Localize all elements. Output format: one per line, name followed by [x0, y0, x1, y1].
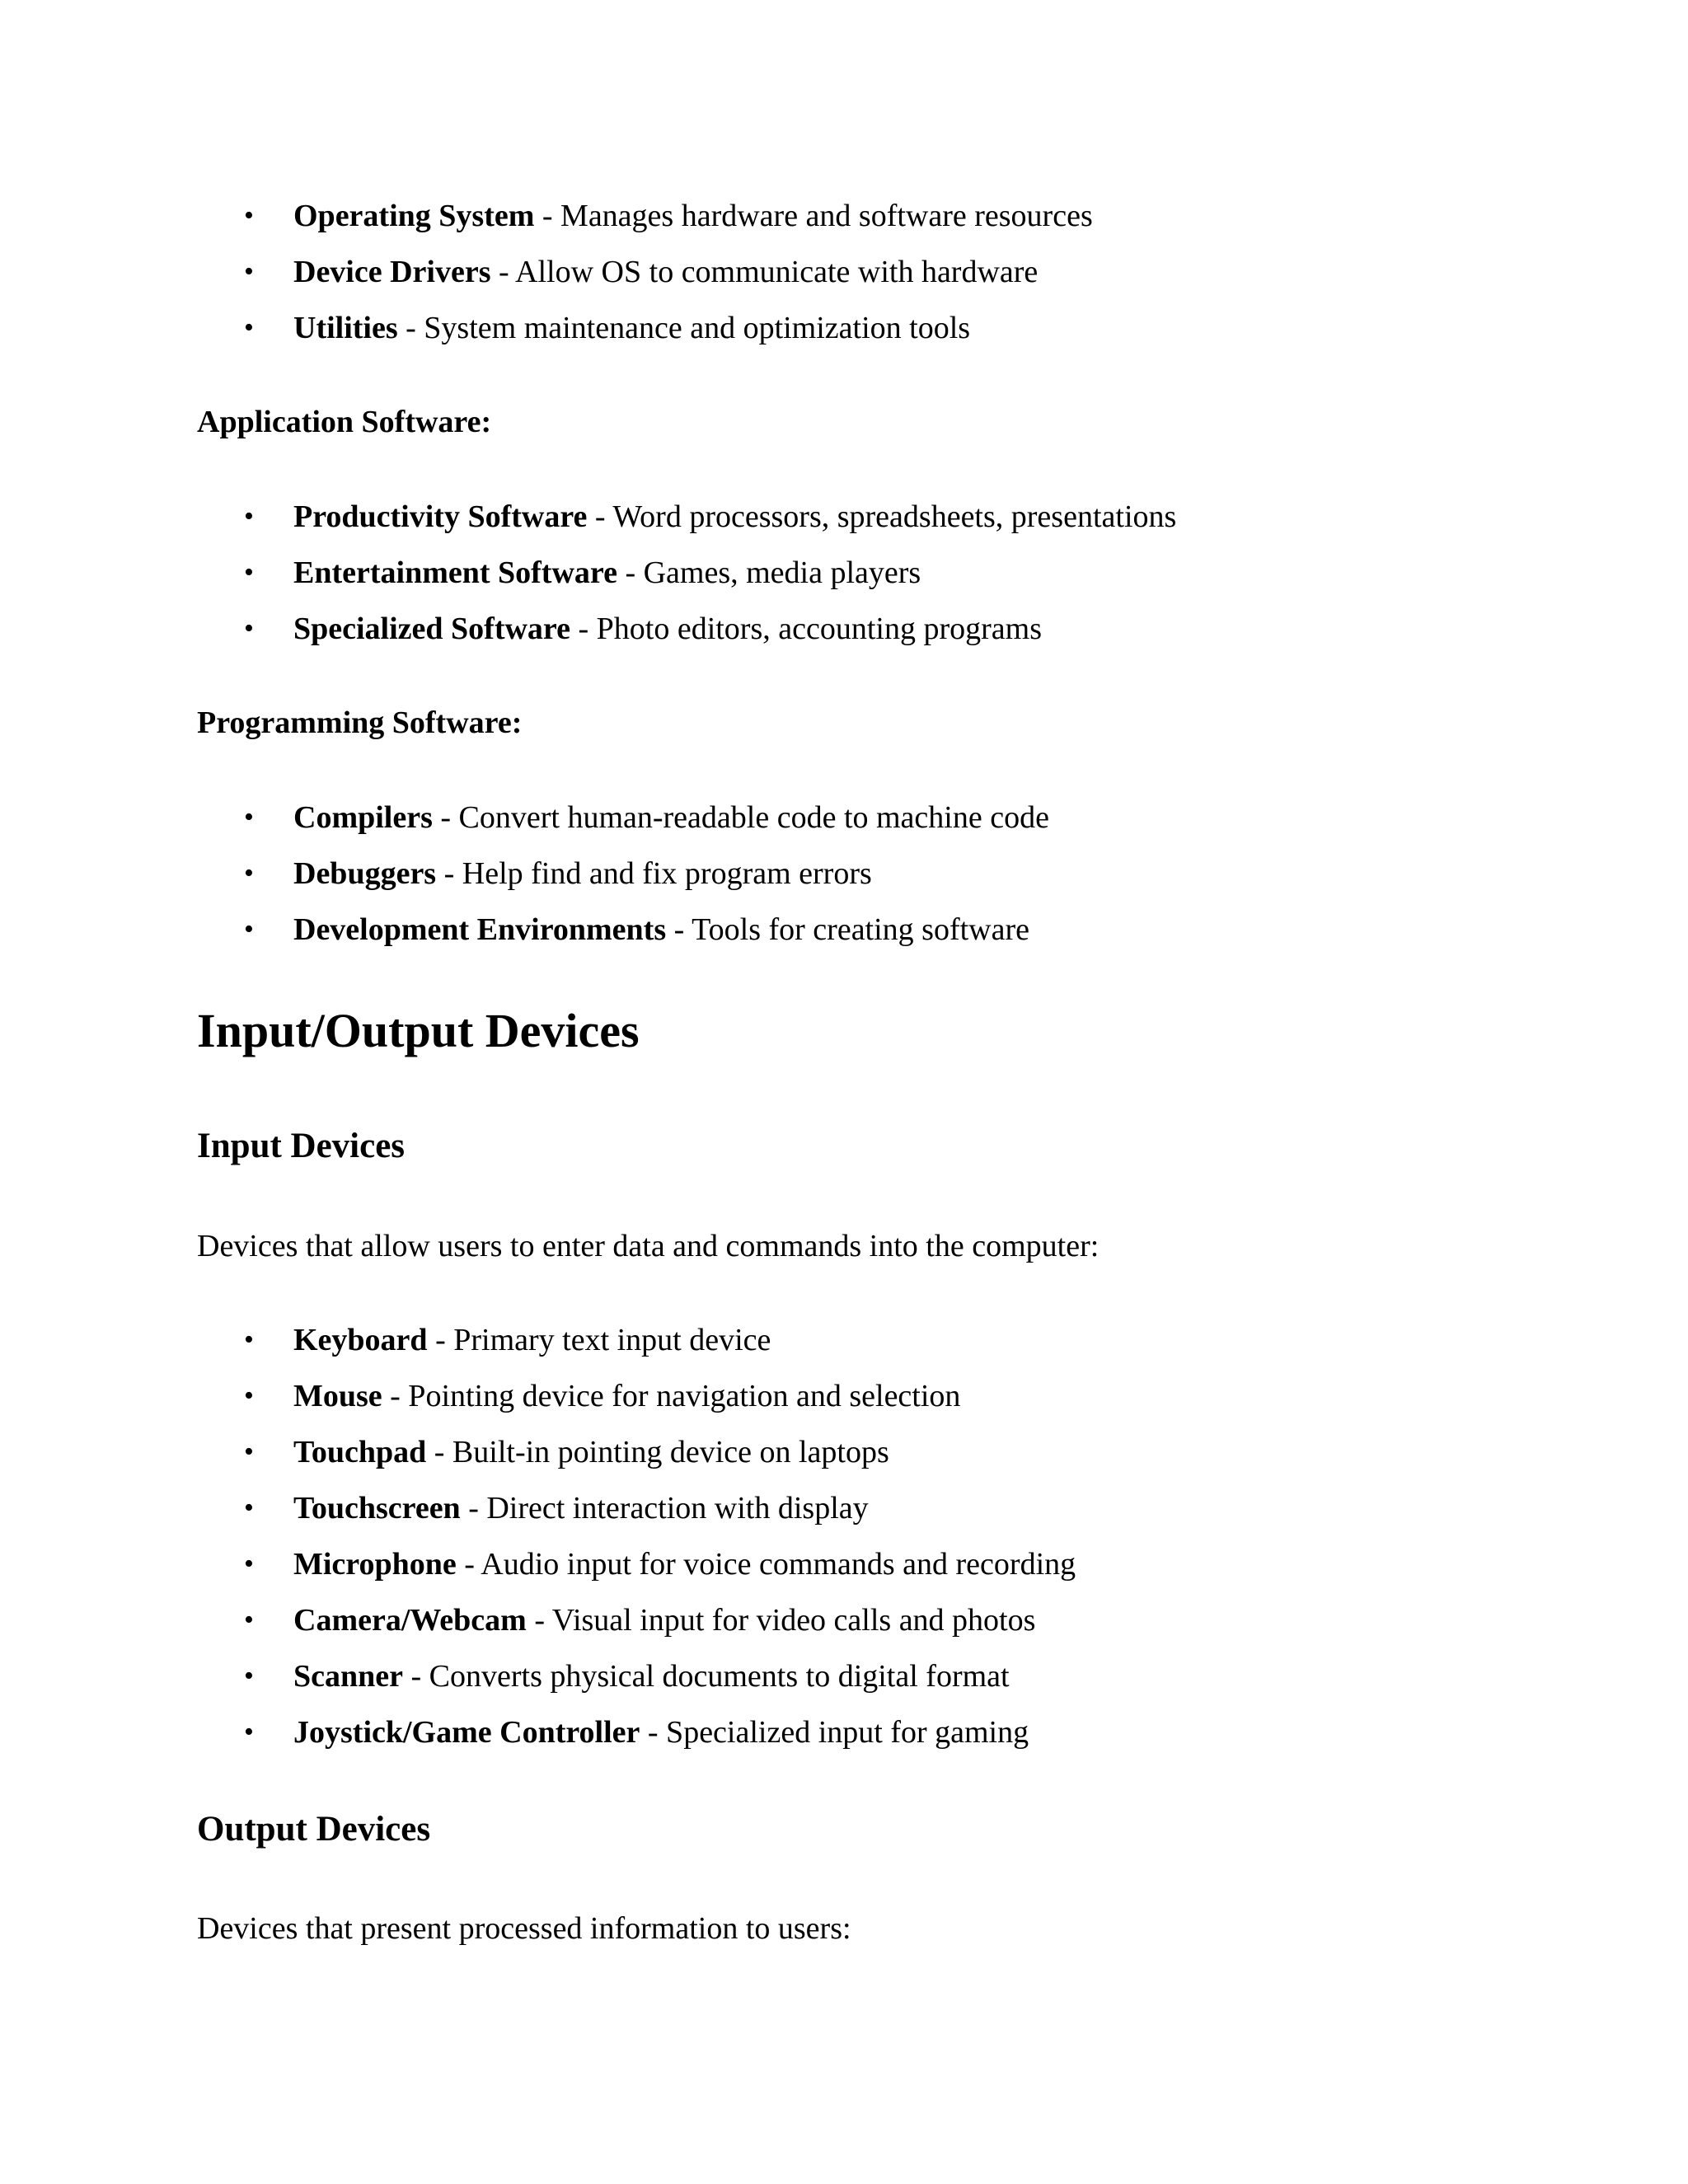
application-software-heading: Application Software: [197, 405, 492, 439]
list-item [244, 1320, 771, 1360]
output-devices-intro: Devices that present processed information to users: [197, 1911, 851, 1946]
section-title: Input/Output Devices [197, 1004, 640, 1057]
list-item-term: Productivity Software [293, 499, 588, 534]
list-item-term: Debuggers [293, 856, 437, 891]
list-item-term: Keyboard [293, 1323, 428, 1357]
bullet-icon: • [244, 1605, 254, 1635]
list-item-term: Entertainment Software [293, 555, 617, 590]
list-item-desc: - Allow OS to communicate with hardware [490, 255, 1039, 289]
list-item-desc: - Manages hardware and software resources [534, 199, 1093, 233]
bullet-icon: • [244, 1380, 254, 1411]
list-item-term: Operating System [293, 199, 535, 233]
list-item [244, 1432, 889, 1472]
programming-software-heading: Programming Software: [197, 705, 523, 740]
list-item [244, 798, 1049, 837]
list-item-desc: - Primary text input device [427, 1323, 771, 1357]
list-item [244, 1376, 961, 1416]
list-item [244, 308, 971, 348]
list-item-desc: - System maintenance and optimization tools [397, 311, 971, 345]
list-item-term: Scanner [293, 1659, 403, 1694]
bullet-icon: • [244, 501, 254, 532]
list-item [244, 609, 1042, 649]
list-item [244, 196, 1093, 236]
input-devices-intro: Devices that allow users to enter data and commands into the computer: [197, 1229, 1100, 1263]
list-item-desc: - Help find and fix program errors [436, 856, 872, 891]
bullet-icon: • [244, 200, 254, 231]
bullet-icon: • [244, 914, 254, 944]
bullet-icon: • [244, 1661, 254, 1691]
list-item-desc: - Direct interaction with display [460, 1491, 869, 1526]
bullet-icon: • [244, 858, 254, 888]
list-item-term: Compilers [293, 800, 433, 835]
bullet-icon: • [244, 1436, 254, 1467]
list-item-desc: - Convert human-readable code to machine code [432, 800, 1049, 835]
bullet-icon: • [244, 312, 254, 343]
list-item-desc: - Pointing device for navigation and selection [382, 1379, 961, 1413]
list-item-term: Specialized Software [293, 612, 570, 646]
bullet-icon: • [244, 1324, 254, 1355]
list-item-term: Development Environments [293, 912, 667, 947]
list-item [244, 553, 921, 593]
list-item-term: Utilities [293, 311, 398, 345]
bullet-icon: • [244, 802, 254, 832]
list-item [244, 497, 1177, 537]
list-item [244, 1488, 869, 1528]
input-devices-heading: Input Devices [197, 1127, 406, 1165]
bullet-icon: • [244, 1549, 254, 1579]
list-item-term: Microphone [293, 1547, 457, 1582]
list-item [244, 252, 1039, 292]
list-item [244, 1544, 1076, 1584]
list-item-desc: - Specialized input for gaming [640, 1715, 1029, 1750]
list-item-term: Mouse [293, 1379, 382, 1413]
list-item-term: Joystick/Game Controller [293, 1715, 640, 1750]
bullet-icon: • [244, 1493, 254, 1523]
list-item-term: Touchpad [293, 1435, 427, 1469]
list-item-term: Device Drivers [293, 255, 491, 289]
bullet-icon: • [244, 613, 254, 644]
list-item-term: Camera/Webcam [293, 1603, 527, 1638]
list-item-desc: - Photo editors, accounting programs [570, 612, 1042, 646]
output-devices-heading: Output Devices [197, 1810, 431, 1849]
list-item-desc: - Word processors, spreadsheets, presentations [587, 499, 1177, 534]
list-item-desc: - Tools for creating software [666, 912, 1030, 947]
list-item [244, 1657, 1010, 1696]
list-item [244, 910, 1030, 949]
bullet-icon: • [244, 1717, 254, 1747]
list-item [244, 854, 872, 893]
list-item-term: Touchscreen [293, 1491, 461, 1526]
list-item-desc: - Audio input for voice commands and recording [456, 1547, 1076, 1582]
list-item-desc: - Games, media players [617, 555, 921, 590]
list-item-desc: - Converts physical documents to digital format [403, 1659, 1010, 1694]
list-item-desc: - Built-in pointing device on laptops [426, 1435, 889, 1469]
list-item [244, 1713, 1029, 1752]
list-item [244, 1601, 1036, 1640]
list-item-desc: - Visual input for video calls and photos [526, 1603, 1036, 1638]
bullet-icon: • [244, 557, 254, 588]
bullet-icon: • [244, 256, 254, 287]
